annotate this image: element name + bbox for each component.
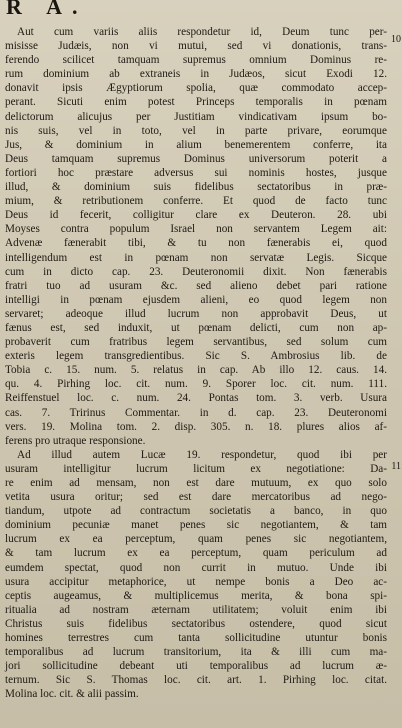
text-line: eumdem spectat, quod non currit in mutuo. Unde ibi [5, 561, 387, 574]
text-line: fænus est, sed induxit, ut pœnam delicti, cum non ap- [5, 321, 387, 334]
text-line: nis suis, vel in toto, vel in parte privare, eorumque [5, 124, 387, 137]
text-line: re enim ad mensam, non est dare mutuum, ex quo solo [5, 477, 387, 489]
text-line: dominium pecuniæ manet penes sic negotiantem, & tam [5, 519, 387, 532]
text-line: Molina loc. cit. & alii passim. [5, 688, 139, 701]
text-line: Moyses contra populum Israel non servantem Legem ait: [5, 223, 387, 236]
text-line: Ad illud autem Lucæ 19. respondetur, quod ibi per [17, 448, 387, 461]
text-line: mium, & retributionem conferre. Et quod de facto tunc [5, 195, 387, 208]
text-line: Deus id fecerit, colligitur clare ex Deuteron. 28. ubi [5, 209, 387, 222]
text-line: intelligi in pœnam ejusdem alieni, eo quod legem non [5, 293, 387, 306]
text-line: Deus tamquam supremus Dominus universorum poterit a [5, 152, 387, 165]
margin-number: 10 [391, 34, 401, 45]
text-line: Tobia c. 15. num. 5. relatus in cap. Ab illo 12. caus. 14. [5, 364, 387, 377]
text-line: qu. 4. Pirhing loc. cit. num. 9. Sporer loc. cit. num. 111. [5, 378, 387, 391]
running-head: R A. [6, 0, 88, 19]
text-line: temporalibus ad lucrum transitorium, ita & illi cum ma- [5, 646, 387, 659]
text-line: servaret; adeoque illud lucrum non approbavit Deus, ut [5, 307, 387, 320]
text-line: & tam lucrum ex ea perceptum, quam periculum ad [5, 547, 387, 560]
text-line: rum dominium ab extraneis in Judæos, sicut Exodi 12. [5, 68, 387, 81]
text-line: cum in dicto cap. 23. Deuteronomii dixit. Non fænerabis [5, 265, 387, 278]
body-text [5, 25, 387, 702]
text-line: lucrum ex ea perceptum, quam penes sic negotiantem, [5, 533, 387, 546]
text-line: homines terrestres cum tanta sollicitudine utuntur bonis [5, 632, 387, 645]
text-line: ternum. Sic S. Thomas loc. cit. art. 1. Pirhing loc. citat. [5, 674, 387, 687]
text-line: donavit ipsis Ægyptiorum spolia, quæ commodato accep- [5, 82, 387, 95]
text-line: ferens pro utraque responsione. [5, 434, 146, 447]
text-line: Jus, & dominium in alium benemerentem conferre, ita [5, 138, 387, 151]
text-line: fratri tuo ad usuram &c. sed alieno debet pari ratione [5, 279, 387, 292]
text-line: usura accipitur metaphorice, ut nempe bonis a Deo ac- [5, 575, 387, 588]
text-line: exteris legem transgredientibus. Sic S. Ambrosius lib. de [5, 350, 387, 363]
text-line: jori sollicitudine debeant uti temporalibus ad lucrum æ- [5, 660, 387, 673]
text-line: ceptis augeamus, & multiplicemus merita, & bona spi- [5, 589, 387, 602]
margin-number: 11 [391, 461, 401, 472]
text-line: cas. 7. Tririnus Commentar. in d. cap. 23. Deuteronomi [5, 406, 387, 419]
text-line: Aut cum variis aliis respondetur id, Deum tunc per- [17, 26, 387, 38]
text-line: delictorum alicujus per Justitiam vindicativam ipsum bo- [5, 110, 387, 123]
text-line: usuram intelligitur lucrum licitum ex negotiatione: Da- [5, 462, 387, 475]
text-line: vetita usura oritur; sed est dare mercatoribus ad nego- [5, 491, 387, 504]
text-line: fortiori hoc præstare adversus sui nominis hostes, jusque [5, 166, 387, 179]
text-line: intelligendum est in pœnam non servatæ Legis. Sicque [5, 251, 387, 264]
text-line: perant. Sicuti enim potest Princeps temporalis in pœnam [5, 96, 387, 109]
text-line: vers. 19. Molina tom. 2. disp. 305. n. 18. plures alios af- [5, 420, 387, 433]
text-line: probaverit cum fratribus legem servantibus, sed solum cum [5, 336, 387, 349]
text-line: Reiffenstuel loc. c. num. 24. Pontas tom. 3. verb. Usura [5, 392, 387, 405]
text-line: ferendo scilicet tamquam supremus omnium Dominus re- [5, 54, 387, 67]
text-line: ritualia ad nostram æternam utilitatem; voluit enim ibi [5, 603, 387, 616]
text-line: tiandum, utpote ad contractum societatis a banco, in quo [5, 505, 387, 518]
text-line: Advenæ fænerabit tibi, & tu non fænerabis ei, quod [5, 237, 387, 250]
text-line: Christus suis fidelibus sectatoribus ostendere, quod sicut [5, 617, 387, 630]
text-line: misisse Judæis, non vi mutui, sed vi donationis, trans- [5, 40, 387, 53]
text-line: illud, & dominium suis fidelibus sectatoribus in præ- [5, 181, 387, 194]
